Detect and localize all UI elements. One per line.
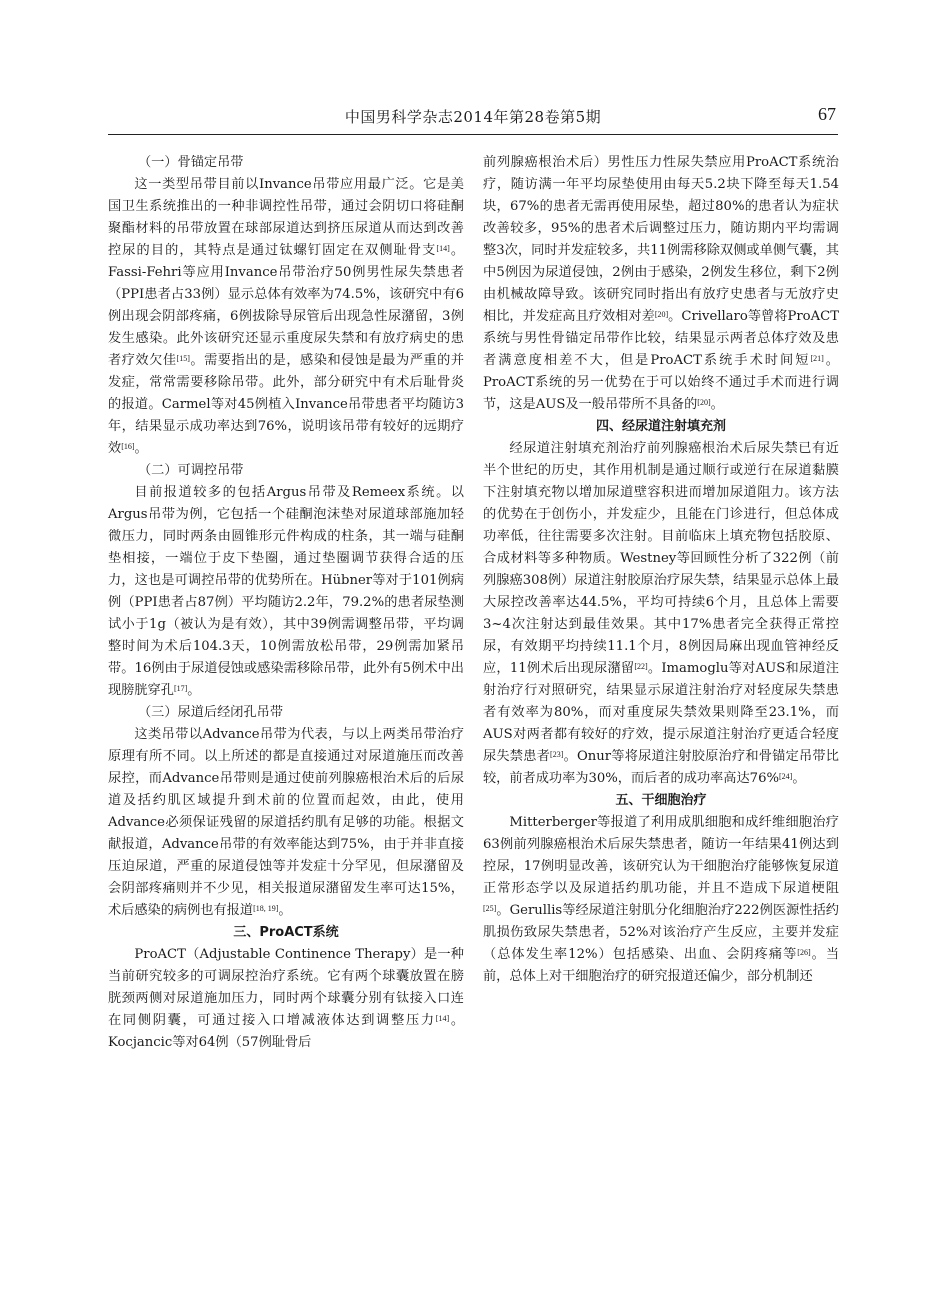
- body-paragraph: 这类吊带以Advance吊带为代表，与以上两类吊带治疗原理有所不同。以上所述的都是直接通过对尿道施压而改善尿控，而Advance吊带则是通过使前列腺癌根治术后的后尿道及括约肌区域提升到术前的位置而起效，由此，使用Advance必须保证残留的尿道括约肌有足够的功能。根据文献报道，Advance吊带的有效率能达到75%，由于并非直接压迫尿道，严重的尿道侵蚀等并发症十分罕见，但尿潴留及会阴部疼痛则并不少见，相关报道尿潴留发生率可达15%，术后感染的病例也有报道[18, 19]。: [108, 727, 464, 918]
- citation-ref: [22]: [634, 662, 648, 671]
- citation-ref: [24]: [779, 772, 793, 781]
- citation-ref: [15]: [176, 354, 190, 363]
- subsection-heading: （三）尿道后经闭孔吊带: [138, 705, 284, 720]
- body-paragraph: 这一类型吊带目前以Invance吊带应用最广泛。它是美国卫生系统推出的一种非调控性吊带，通过会阴切口将硅酮聚酯材料的吊带放置在球部尿道达到挤压尿道从而达到改善控尿的目的，其特点是通过钛螺钉固定在双侧耻骨支[14]。Fassi-Fehri等应用Invance吊带治疗50例男性尿失禁患者（PPI患者占33例）显示总体有效率为74.5%，该研究中有6例出现会阴部疼痛，6例拔除导尿管后出现急性尿潴留，3例发生感染。此外该研究还显示重度尿失禁和有放疗病史的患者疗效欠佳[15]。需要指出的是，感染和侵蚀是最为严重的并发症，常常需要移除吊带。此外，部分研究中有术后耻骨炎的报道。Carmel等对45例植入Invance吊带患者平均随访3年，结果显示成功率达到76%，说明该吊带有较好的远期疗效[16]。: [108, 177, 465, 456]
- body-paragraph: 目前报道较多的包括Argus吊带及Remeex系统。以Argus吊带为例，它包括一个硅酮泡沫垫对尿道球部施加轻微压力，同时两条由圆锥形元件构成的柱条，其一端与硅酮垫相接，一端位于皮下垫圈，通过垫圈调节获得合适的压力，这也是可调控吊带的优势所在。Hübner等对于101例病例（PPI患者占87例）平均随访2.2年，79.2%的患者尿垫测试小于1g（被认为是有效），其中39例需调整吊带，平均调整时间为术后104.3天，10例需放松吊带，29例需加紧吊带。16例由于尿道侵蚀或感染需移除吊带，此外有5例术中出现膀胱穿孔[17]。: [108, 485, 464, 698]
- section-heading: 五、干细胞治疗: [615, 793, 707, 808]
- citation-ref: [16]: [121, 442, 135, 451]
- section-heading: 三、ProACT系统: [233, 925, 339, 940]
- body-paragraph: 前列腺癌根治术后）男性压力性尿失禁应用ProACT系统治疗，随访满一年平均尿垫使用由每天5.2块下降至每天1.54块，67%的患者无需再使用尿垫，超过80%的患者认为症状改善较多，95%的患者术后调整过压力，随访期内平均需调整3次，同时并发症较多，共11例需移除双侧或单侧气囊，其中5例因为尿道侵蚀，2例由于感染，2例发生移位，剩下2例由机械故障导致。该研究同时指出有放疗史患者与无放疗史相比，并发症高且疗效相对差[20]。Crivellaro等曾将ProACT系统与男性骨锚定吊带作比较，结果显示两者总体疗效及患者满意度相差不大，但是ProACT系统手术时间短[21]。ProACT系统的另一优势在于可以始终不通过手术而进行调节，这是AUS及一般吊带所不具备的[20]。: [483, 155, 839, 412]
- body-paragraph: ProACT（Adjustable Continence Therapy）是一种当前研究较多的可调尿控治疗系统。它有两个球囊放置在膀胱颈两侧对尿道施加压力，同时两个球囊分别有钛接入口连在同侧阴囊，可通过接入口增减液体达到调整压力[14]。Kocjancic等对64例（57例耻骨后: [108, 947, 465, 1050]
- section-heading: 四、经尿道注射填充剂: [595, 419, 726, 434]
- citation-ref: [26]: [797, 948, 811, 957]
- citation-ref: [14]: [436, 244, 450, 253]
- right-column: [483, 152, 839, 988]
- citation-ref: [14]: [435, 1014, 450, 1023]
- citation-ref: [25]: [483, 904, 497, 913]
- citation-ref: [20]: [697, 398, 711, 407]
- body-paragraph: 经尿道注射填充剂治疗前列腺癌根治术后尿失禁已有近半个世纪的历史，其作用机制是通过顺行或逆行在尿道黏膜下注射填充物以增加尿道壁容积进而增加尿道阻力。该方法的优势在于创伤小，并发症少，且能在门诊进行，但总体成功率低，往往需要多次注射。目前临床上填充物包括胶原、合成材料等多种物质。Westney等回顾性分析了322例（前列腺癌308例）尿道注射胶原治疗尿失禁，结果显示总体上最大尿控改善率达44.5%，平均可持续6个月，且总体上需要3~4次注射达到最佳效果。其中17%患者完全获得正常控尿，有效期平均持续11.1个月，8例因局麻出现血管神经反应，11例术后出现尿潴留[22]。Imamoglu等对AUS和尿道注射治疗行对照研究，结果显示尿道注射治疗对轻度尿失禁患者有效率为80%，而对重度尿失禁效果则降至23.1%，而AUS对两者都有较好的疗效，提示尿道注射治疗更适合轻度尿失禁患者[23]。Onur等将尿道注射胶原治疗和骨锚定吊带比较，前者成功率为30%，而后者的成功率高达76%[24]。: [483, 441, 839, 786]
- citation-ref: [21]: [810, 354, 824, 363]
- citation-ref: [18, 19]: [253, 904, 279, 913]
- page-number: 67: [818, 104, 836, 124]
- left-column: [108, 152, 464, 1054]
- subsection-heading: （二）可调控吊带: [138, 463, 244, 478]
- subsection-heading: （一）骨锚定吊带: [138, 155, 244, 170]
- citation-ref: [20]: [654, 310, 669, 319]
- body-paragraph: Mitterberger等报道了利用成肌细胞和成纤维细胞治疗63例前列腺癌根治术后尿失禁患者，随访一年结果41例达到控尿，17例明显改善，该研究认为干细胞治疗能够恢复尿道正常形态学以及尿道括约肌功能，并且不造成下尿道梗阻[25]。Gerullis等经尿道注射肌分化细胞治疗222例医源性括约肌损伤致尿失禁患者，52%对该治疗产生反应，主要并发症（总体发生率12%）包括感染、出血、会阴疼痛等[26]。当前，总体上对干细胞治疗的研究报道还偏少，部分机制还: [483, 815, 840, 984]
- running-header: [108, 104, 838, 135]
- journal-title: 中国男科学杂志2014年第28卷第5期: [344, 108, 602, 126]
- citation-ref: [23]: [550, 750, 564, 759]
- citation-ref: [17]: [173, 684, 188, 693]
